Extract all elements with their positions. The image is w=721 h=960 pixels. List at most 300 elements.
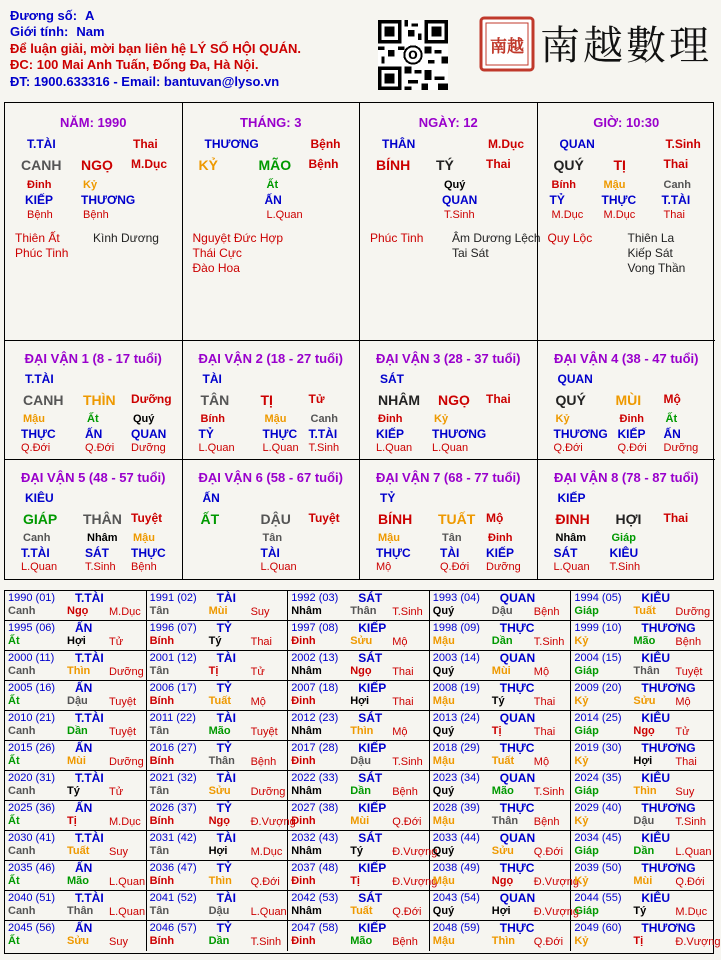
year-label: 1996 (07) [149,622,197,634]
year-label: 1990 (01) [8,592,56,604]
year-branch: Tị [633,935,644,947]
year-stage: Tuyệt [109,696,137,708]
pillar-cell [5,103,183,341]
year-label: 2028 (39) [432,802,480,814]
year-label: 2037 (48) [291,862,339,874]
hidden-stage: T.Sinh [308,442,340,454]
hidden-ten-god: SÁT [85,546,109,560]
year-branch: Hợi [633,755,653,767]
year-cell [430,741,572,771]
year-ten-god: THỰC [499,681,535,695]
year-label: 2025 (36) [8,802,56,814]
year-ten-god: KIÊU [641,711,671,725]
year-stage: M.Dục [250,846,283,858]
year-cell [288,921,430,951]
branch-stage: Thai [486,392,511,406]
year-label: 2047 (58) [291,922,339,934]
year-label: 2031 (42) [149,832,197,844]
hidden-ten-god: TÀI [440,546,460,560]
hidden-ten-god: T.TÀI [21,546,50,560]
year-branch: Thìn [491,935,516,947]
year-stage: T.Sinh [675,816,706,828]
earthly-branch: NGỌ [438,392,470,408]
heavenly-stem: QUÝ [553,157,584,173]
year-stem: Mậu [432,695,455,707]
year-stem: Quý [432,725,455,737]
year-stem: Đinh [291,755,316,767]
year-stem: Tân [149,785,170,797]
year-stage: Dưỡng [250,786,286,798]
year-branch: Dần [67,725,88,737]
year-cell [5,831,147,861]
year-stem: Nhâm [291,605,322,617]
year-ten-god: THỰC [499,921,535,935]
year-branch: Mão [208,725,231,737]
year-stage: Suy [109,936,128,948]
year-ten-god: T.TÀI [75,891,104,905]
heavenly-stem: GIÁP [23,511,58,527]
year-label: 2035 (46) [8,862,56,874]
branch-stage: Dưỡng [131,392,172,406]
year-ten-god: T.TÀI [75,711,104,725]
year-stem: Canh [8,845,36,857]
year-stem: Quý [432,665,455,677]
year-cell [147,771,289,801]
year-stage: Suy [675,786,695,798]
hidden-stem: Kỷ [434,413,449,425]
branch-stage: Thai [663,511,689,525]
year-cell [571,801,713,831]
year-stem: Bính [149,815,175,827]
year-stage: Tuyệt [109,726,137,738]
year-stage: Đ.Vượng [250,816,296,828]
year-ten-god: KIẾP [358,621,387,635]
star-left: Thái Cực [192,246,242,260]
heavenly-stem: BÍNH [378,511,413,527]
earthly-branch: THÂN [83,511,122,527]
hidden-ten-god: THƯƠNG [81,193,136,207]
hidden-ten-god: THƯƠNG [432,427,487,441]
year-stem: Mậu [432,815,455,827]
year-label: 2040 (51) [8,892,56,904]
year-stage: T.Sinh [392,756,423,768]
year-branch: Ngọ [208,815,230,827]
pillar-cell [360,103,541,341]
year-stem: Đinh [291,935,316,947]
year-label: 2009 (20) [574,682,622,694]
year-ten-god: ẤN [75,681,93,695]
year-ten-god: TÀI [216,831,236,845]
seal-glyph: 南越 [490,37,524,57]
year-branch: Dậu [67,695,88,707]
year-stem: Quý [432,845,455,857]
year-cell [147,891,289,921]
star-left: Thiên Ất [15,231,60,245]
year-stage: T.Sinh [533,786,565,798]
year-label: 2048 (59) [432,922,480,934]
year-label: 1994 (05) [574,592,622,604]
hidden-stem: Tân [442,532,462,544]
year-label: 2042 (53) [291,892,339,904]
year-cell [571,831,713,861]
phone-email-line: ĐT: 1900.633316 - Email: bantuvan@lyso.vn [10,73,280,89]
year-stage: Bệnh [392,936,418,948]
year-cell [430,891,579,921]
ten-god-stem: T.TÀI [25,372,54,386]
contact-line: Để luận giải, mời bạn liên hệ LÝ SỐ HỘI QUÁN. [10,40,301,56]
year-stem: Nhâm [291,845,322,857]
year-label: 2049 (60) [574,922,622,934]
year-ten-god: KIÊU [641,891,671,905]
hidden-stem: Nhâm [87,532,118,544]
year-cell [5,921,147,951]
year-branch: Ngọ [350,665,372,677]
year-cell [147,591,289,621]
star-right: Tai Sát [452,246,489,260]
year-stem: Canh [8,905,36,917]
year-ten-god: THỰC [499,861,535,875]
year-stage: Tử [250,666,265,678]
year-ten-god: THƯƠNG [641,921,696,935]
year-branch: Dần [350,785,371,797]
hidden-ten-god: THƯƠNG [553,427,608,441]
year-stage: Suy [250,606,270,618]
year-stem: Ất [8,635,20,647]
year-ten-god: TỶ [216,921,232,935]
year-stem: Bính [149,755,175,767]
year-label: 2036 (47) [149,862,197,874]
year-branch: Hợi [491,905,511,917]
year-stem: Tân [149,665,170,677]
year-cell [288,711,430,741]
year-stage: Đ.Vượng [533,906,579,918]
heavenly-stem: TÂN [200,392,230,408]
year-ten-god: KIẾP [358,741,387,755]
year-ten-god: THƯƠNG [641,861,696,875]
star-left: Nguyệt Đức Hợp [192,231,284,245]
stem-stage: M.Dục [488,137,524,151]
earthly-branch: MÙI [615,392,642,408]
year-stem: Bính [149,875,175,887]
hidden-stem: Ất [87,413,99,425]
year-branch: Dậu [208,905,230,917]
dai-van-cell [5,341,183,460]
dai-van-cell [538,460,716,579]
year-stem: Ất [8,695,20,707]
year-branch: Thìn [633,785,657,797]
earthly-branch: DẬU [260,511,291,527]
year-label: 2007 (18) [291,682,339,694]
heavenly-stem: CANH [23,392,64,408]
year-cell [288,801,430,831]
year-stage: Thai [675,756,697,768]
ten-god-stem: KIẾP [557,491,586,505]
heavenly-stem: KỶ [198,157,218,173]
hidden-ten-god: SÁT [553,546,578,560]
year-ten-god: T.TÀI [75,651,104,665]
year-cell [430,801,572,831]
year-ten-god: TÀI [216,711,236,725]
year-label: 2046 (57) [149,922,197,934]
year-stage: Dưỡng [109,756,144,768]
year-cell [430,621,572,651]
year-label: 2032 (43) [291,832,339,844]
hidden-stem: Đinh [378,413,403,425]
year-stem: Tân [149,905,170,917]
branch-stage: M.Dục [131,157,167,171]
year-branch: Tuất [491,755,515,767]
year-cell [5,861,147,891]
hidden-stage: Q.Đới [553,442,583,454]
year-cell [147,801,296,831]
dai-van-title: ĐẠI VẬN 7 (68 - 77 tuổi) [376,470,521,485]
year-branch: Sửu [633,695,656,707]
year-stem: Canh [8,785,36,797]
year-branch: Dần [633,845,655,857]
year-cell [571,771,713,801]
hidden-ten-god: THỰC [21,427,56,441]
year-ten-god: T.TÀI [75,591,104,605]
year-stage: Bệnh [250,756,277,768]
year-branch: Sửu [67,935,90,947]
hidden-stem: Mậu [133,532,155,544]
year-stage: M.Dục [109,606,141,618]
year-label: 2018 (29) [432,742,480,754]
year-branch: Mão [633,635,656,647]
year-label: 2017 (28) [291,742,339,754]
year-stem: Bính [149,635,175,647]
year-label: 2015 (26) [8,742,56,754]
star-right: Thiên La [627,231,675,245]
hidden-stem: Mậu [378,532,400,544]
year-stem: Nhâm [291,725,322,737]
year-cell [571,741,713,771]
dai-van-title: ĐẠI VẬN 8 (78 - 87 tuổi) [554,470,699,485]
year-stage: Q.Đới [533,846,564,858]
hidden-stem: Mậu [264,413,287,425]
hidden-ten-god: QUAN [131,427,167,441]
year-label: 1991 (02) [149,592,197,604]
year-stage: L.Quan [250,906,287,918]
year-stage: Tuyệt [250,726,278,738]
year-label: 2008 (19) [432,682,480,694]
year-stem: Kỷ [574,935,589,947]
dai-van-title: ĐẠI VẬN 6 (58 - 67 tuổi) [198,470,343,485]
year-cell [147,921,289,951]
hidden-stage: Dưỡng [486,561,521,573]
hidden-stem: Kỷ [83,179,98,191]
year-branch: Tị [350,875,360,887]
year-branch: Dậu [491,605,513,617]
year-ten-god: SÁT [358,891,383,905]
year-branch: Mùi [350,815,370,827]
year-ten-god: THƯƠNG [641,681,696,695]
year-stem: Đinh [291,695,316,707]
year-stage: Mộ [392,636,408,648]
year-ten-god: THỰC [499,801,535,815]
hidden-stage: Dưỡng [131,442,166,454]
year-label: 2027 (38) [291,802,339,814]
year-stage: Q.Đới [533,936,564,948]
year-ten-god: QUAN [499,891,536,905]
year-cell [571,861,713,891]
year-stem: Canh [8,605,36,617]
hidden-stem: Canh [663,179,691,191]
hidden-stage: Bệnh [131,561,157,573]
year-label: 2001 (12) [149,652,197,664]
year-cell [288,651,430,681]
year-stem: Giáp [574,785,599,797]
heavenly-stem: NHÂM [378,392,420,408]
star-left: Phúc Tinh [370,231,424,245]
year-ten-god: T.TÀI [75,831,104,845]
year-stem: Ất [8,935,20,947]
hidden-stage: Dưỡng [663,442,699,454]
hidden-ten-god: THỰC [131,546,166,560]
qr-code[interactable] [378,20,448,90]
year-label: 2038 (49) [432,862,480,874]
year-branch: Mùi [208,605,228,617]
year-ten-god: ẤN [75,741,93,755]
year-ten-god: THƯƠNG [641,621,696,635]
year-label: 2000 (11) [8,652,55,664]
hidden-stage: L.Quan [553,561,590,573]
year-label: 2005 (16) [8,682,56,694]
year-ten-god: QUAN [499,591,536,605]
year-branch: Thân [491,815,519,827]
ten-god-stem: SÁT [380,372,404,386]
year-cell [571,921,721,951]
gender-line: Giới tính: Nam [10,24,105,40]
year-stage: Đ.Vượng [392,876,438,888]
branch-stage: Tuyệt [308,511,340,525]
hidden-ten-god: THỰC [601,193,637,207]
year-stem: Nhâm [291,665,322,677]
hidden-stage: Q.Đới [440,561,470,573]
year-stage: Q.Đới [675,876,705,888]
year-ten-god: SÁT [358,651,383,665]
year-ten-god: KIÊU [641,591,671,605]
hidden-stage: L.Quan [21,561,58,573]
hidden-stem: Đinh [619,413,644,425]
year-label: 1999 (10) [574,622,622,634]
year-ten-god: KIẾP [358,921,387,935]
year-stage: Bệnh [675,636,702,648]
year-stage: Mộ [392,726,408,738]
year-cell [288,891,430,921]
year-branch: Mão [491,785,514,797]
year-stage: Đ.Vượng [392,846,438,858]
hidden-ten-god: KIẾP [486,546,515,560]
brand-logo-text: 南越數理 [540,23,712,69]
year-stem: Kỷ [574,635,589,647]
year-stem: Giáp [574,845,599,857]
year-ten-god: TÀI [216,771,236,785]
dai-van-title: ĐẠI VẬN 2 (18 - 27 tuổi) [198,351,343,366]
year-branch: Thân [67,905,94,917]
year-ten-god: KIẾP [358,801,387,815]
year-branch: Mùi [633,875,653,887]
stem-stage: T.Sinh [665,137,701,151]
year-label: 2013 (24) [432,712,480,724]
year-stage: M.Dục [109,816,141,828]
earthly-branch: TUẤT [438,511,476,527]
year-label: 2045 (56) [8,922,56,934]
year-cell [5,891,147,921]
year-table [4,590,721,954]
year-label: 2020 (31) [8,772,56,784]
year-cell [571,681,713,711]
year-branch: Tuất [350,905,373,917]
year-branch: Dần [491,635,513,647]
year-branch: Tý [491,695,505,707]
year-label: 2014 (25) [574,712,622,724]
year-stem: Kỷ [574,755,589,767]
year-branch: Mão [350,935,373,947]
year-branch: Ngọ [67,605,89,617]
year-ten-god: TỶ [216,741,232,755]
year-label: 2016 (27) [149,742,197,754]
year-branch: Dậu [350,755,371,767]
hidden-ten-god: KIÊU [609,546,639,560]
year-ten-god: QUAN [499,831,536,845]
dai-van-cell [183,341,361,460]
year-cell [430,861,579,891]
dai-van-cell [360,460,538,579]
year-ten-god: THỰC [499,741,535,755]
year-stage: M.Dục [675,906,708,918]
year-stem: Ất [8,875,20,887]
hidden-ten-god: TÀI [260,546,280,560]
year-ten-god: TỶ [216,801,232,815]
year-cell [430,651,572,681]
stem-stage: Thai [133,137,158,151]
hidden-stage: L.Quan [262,442,299,454]
year-stem: Giáp [574,725,599,737]
hidden-stage: L.Quan [198,442,235,454]
year-branch: Sửu [491,845,514,857]
hidden-ten-god: T.TÀI [661,193,691,207]
ten-god-stem: QUAN [559,137,595,151]
year-cell [571,621,713,651]
year-label: 2041 (52) [149,892,197,904]
heavenly-stem: QUÝ [555,392,586,408]
year-ten-god: KIÊU [641,831,671,845]
year-ten-god: KIÊU [641,771,671,785]
year-branch: Thân [208,755,235,767]
year-stage: L.Quan [109,876,146,888]
year-stage: Tử [675,726,690,738]
year-stem: Giáp [574,905,599,917]
year-label: 2044 (55) [574,892,622,904]
year-cell [147,681,289,711]
year-branch: Tý [350,845,364,857]
ten-god-stem: THƯƠNG [204,137,259,151]
year-cell [147,651,289,681]
year-cell [5,711,147,741]
year-stem: Đinh [291,635,316,647]
hidden-stem: Đinh [488,532,513,544]
year-stage: Thai [392,666,414,678]
year-stage: L.Quan [109,906,146,918]
hidden-stage: T.Sinh [444,209,475,221]
hidden-ten-god: THỰC [262,427,298,441]
branch-stage: Bệnh [308,157,339,171]
year-stem: Bính [149,935,175,947]
pillar-title: NĂM: 1990 [60,115,127,130]
year-cell [571,651,713,681]
year-stage: Mộ [533,756,550,768]
